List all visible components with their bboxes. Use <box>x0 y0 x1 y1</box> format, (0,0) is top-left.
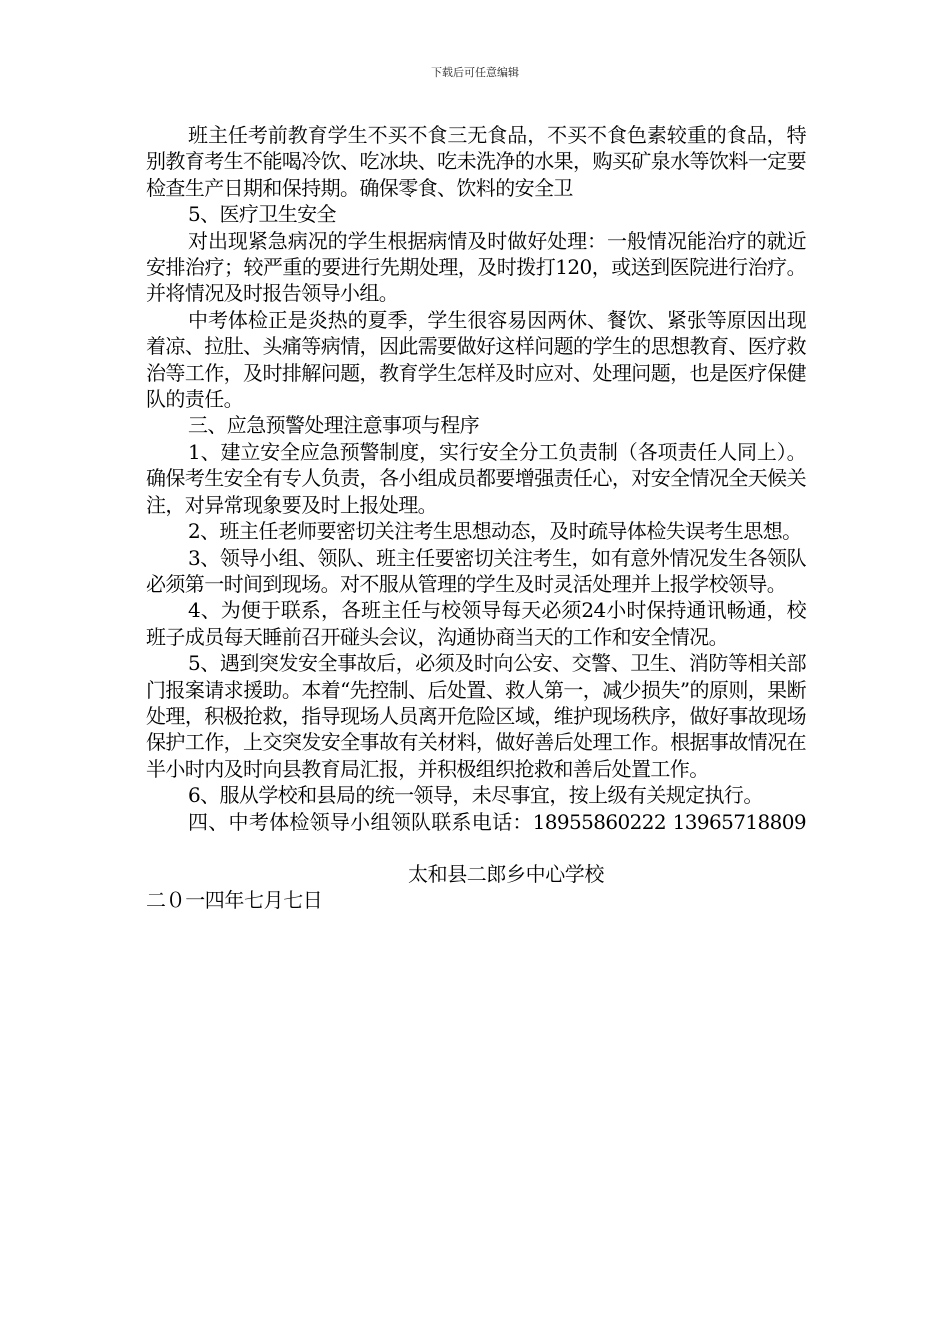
document-body <box>146 122 806 914</box>
paragraph-emergency-illness: 对出现紧急病况的学生根据病情及时做好处理：一般情况能治疗的就近安排治疗；较严重的要进行先期处理，及时拨打120，或送到医院进行治疗。并将情况及时报告领导小组。 <box>146 228 806 306</box>
paragraph-item-2: 2、班主任老师要密切关注考生思想动态，及时疏导体检失误考生思想。 <box>188 519 802 544</box>
signature-school: 太和县二郎乡中心学校 <box>408 861 604 886</box>
paragraph-item-5: 5、遇到突发安全事故后，必须及时向公安、交警、卫生、消防等相关部门报案请求援助。本着“先控制、后处置、救人第一，减少损失”的原则，果断处理，积极抢救，指导现场人员离开危险区域，维护现场秩序，做好事故现场保护工作，上交突发安全事故有关材料，做好善后处理工作。根据事故情况在半小时内及时向县教育局汇报，并积极组织抢救和善后处置工作。 <box>146 651 806 781</box>
paragraph-item-3: 3、领导小组、领队、班主任要密切关注考生，如有意外情况发生各领队必须第一时间到现场。对不服从管理的学生及时灵活处理并上报学校领导。 <box>146 545 806 596</box>
paragraph-item-4: 4、为便于联系，各班主任与校领导每天必须24小时保持通讯畅通，校班子成员每天睡前召开碰头会议，沟通协商当天的工作和安全情况。 <box>146 598 806 649</box>
paragraph-item-6: 6、服从学校和县局的统一领导，未尽事宜，按上级有关规定执行。 <box>188 783 763 808</box>
paragraph-summer-health: 中考体检正是炎热的夏季，学生很容易因两休、餐饮、紧张等原因出现着凉、拉肚、头痛等病情，因此需要做好这样问题的学生的思想教育、医疗救治等工作，及时排解问题，教育学生怎样及时应对、处理问题，也是医疗保健队的责任。 <box>146 307 806 412</box>
heading-emergency-procedure: 三、应急预警处理注意事项与程序 <box>188 413 479 438</box>
heading-medical-safety: 5、医疗卫生安全 <box>188 202 336 227</box>
page-header-note: 下载后可任意编辑 <box>431 66 519 79</box>
paragraph-food-safety: 班主任考前教育学生不买不食三无食品，不买不食色素较重的食品，特别教育考生不能喝冷饮、吃冰块、吃未洗净的水果，购买矿泉水等饮料一定要检查生产日期和保持期。确保零食、饮料的安全卫 <box>146 123 806 200</box>
paragraph-item-1: 1、建立安全应急预警制度，实行安全分工负责制（各项责任人同上）。确保考生安全有专人负责，各小组成员都要增强责任心，对安全情况全天候关注，对异常现象要及时上报处理。 <box>146 439 806 517</box>
blank-line <box>146 835 806 861</box>
paragraph-contact-phones: 四、中考体检领导小组领队联系电话：18955860222 13965718809 <box>188 809 806 834</box>
document-date: 二０一四年七月七日 <box>146 888 323 913</box>
